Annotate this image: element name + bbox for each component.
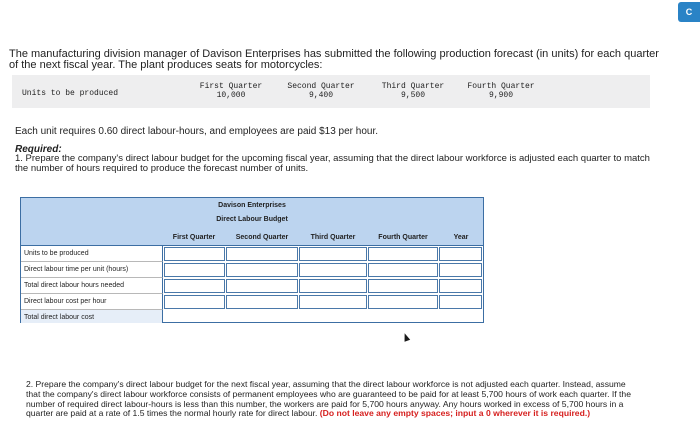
col-header-q1: First Quarter <box>172 234 216 241</box>
cell-rate-year[interactable] <box>439 295 482 309</box>
forecast-q2 <box>276 82 366 100</box>
cell-rate-q2[interactable] <box>226 295 298 309</box>
cell-units-year[interactable] <box>439 247 482 261</box>
col-header-q4: Fourth Quarter <box>378 234 428 241</box>
forecast-q4 <box>456 82 546 100</box>
cell-rate-q4[interactable] <box>368 295 438 309</box>
cell-units-q2[interactable] <box>226 247 298 261</box>
col-header-year: Year <box>453 234 469 241</box>
cell-rate-q1[interactable] <box>164 295 225 309</box>
cell-units-q3[interactable] <box>299 247 367 261</box>
cell-hours-q3[interactable] <box>299 279 367 293</box>
budget-title: Direct Labour Budget <box>216 216 288 223</box>
cell-units-q4[interactable] <box>368 247 438 261</box>
forecast-q1-value: 10,000 <box>216 91 246 100</box>
cell-time-year[interactable] <box>439 263 482 277</box>
row-label-total-hours: Total direct labour hours needed <box>21 278 163 294</box>
mouse-cursor-icon <box>402 332 410 342</box>
cell-rate-q3[interactable] <box>299 295 367 309</box>
cell-time-q4[interactable] <box>368 263 438 277</box>
row-label-time-per-unit: Direct labour time per unit (hours) <box>21 262 163 278</box>
cell-units-q1[interactable] <box>164 247 225 261</box>
part2-emphasis: (Do not leave any empty spaces; input a 0 wherever it is required.) <box>319 408 591 419</box>
cell-time-q3[interactable] <box>299 263 367 277</box>
forecast-row-label: Units to be produced <box>22 89 119 98</box>
unit-requirement-text: Each unit requires 0.60 direct labour-hours, and employees are paid $13 per hour. <box>15 126 379 137</box>
cell-hours-year[interactable] <box>439 279 482 293</box>
cell-time-q1[interactable] <box>164 263 225 277</box>
required-heading: Required: <box>15 144 62 155</box>
forecast-q4-value: 9,900 <box>488 91 513 100</box>
budget-table-header <box>21 198 483 246</box>
forecast-q1 <box>186 82 276 100</box>
part1-instructions: 1. Prepare the company's direct labour budget for the upcoming fiscal year, assuming that the direct labour workforce is adjusted each quarter to match the number of hours required to produce the forecast number of units. <box>15 153 650 174</box>
row-label-units: Units to be produced <box>21 246 163 262</box>
part2-instructions <box>26 380 631 419</box>
forecast-q2-header: Second Quarter <box>287 82 355 91</box>
forecast-q4-header: Fourth Quarter <box>467 82 535 91</box>
cell-time-q2[interactable] <box>226 263 298 277</box>
forecast-q1-header: First Quarter <box>199 82 263 91</box>
col-header-q3: Third Quarter <box>310 234 356 241</box>
budget-company-name: Davison Enterprises <box>218 202 286 209</box>
cell-hours-q2[interactable] <box>226 279 298 293</box>
forecast-q2-value: 9,400 <box>308 91 333 100</box>
col-header-q2: Second Quarter <box>235 234 289 241</box>
corner-button[interactable]: C <box>678 2 700 22</box>
cell-hours-q1[interactable] <box>164 279 225 293</box>
intro-paragraph: The manufacturing division manager of Davison Enterprises has submitted the following production forecast (in units) for each quarter of the next fiscal year. The plant produces seats for motorcycles: <box>9 48 659 71</box>
forecast-q3 <box>368 82 458 100</box>
direct-labour-budget-table <box>20 197 484 323</box>
part2-text: 2. Prepare the company's direct labour budget for the next fiscal year, assuming that the direct labour workforce is not adjusted each quarter. Instead, assume that the company's direct labour workforce consists of permanent employees who are guaranteed to be paid for at least 5,700 hours of work each quarter. If the number of required direct labour-hours is less than this number, the workers are paid for 5,700 hours anyway. Any hours worked in excess of 5,700 hours in a quarter are paid at a rate of 1.5 times the normal hourly rate for direct labour. <box>26 379 631 419</box>
forecast-q3-value: 9,500 <box>400 91 425 100</box>
row-label-total-cost: Total direct labour cost <box>21 310 163 323</box>
cell-hours-q4[interactable] <box>368 279 438 293</box>
row-label-cost-per-hour: Direct labour cost per hour <box>21 294 163 310</box>
forecast-q3-header: Third Quarter <box>381 82 445 91</box>
